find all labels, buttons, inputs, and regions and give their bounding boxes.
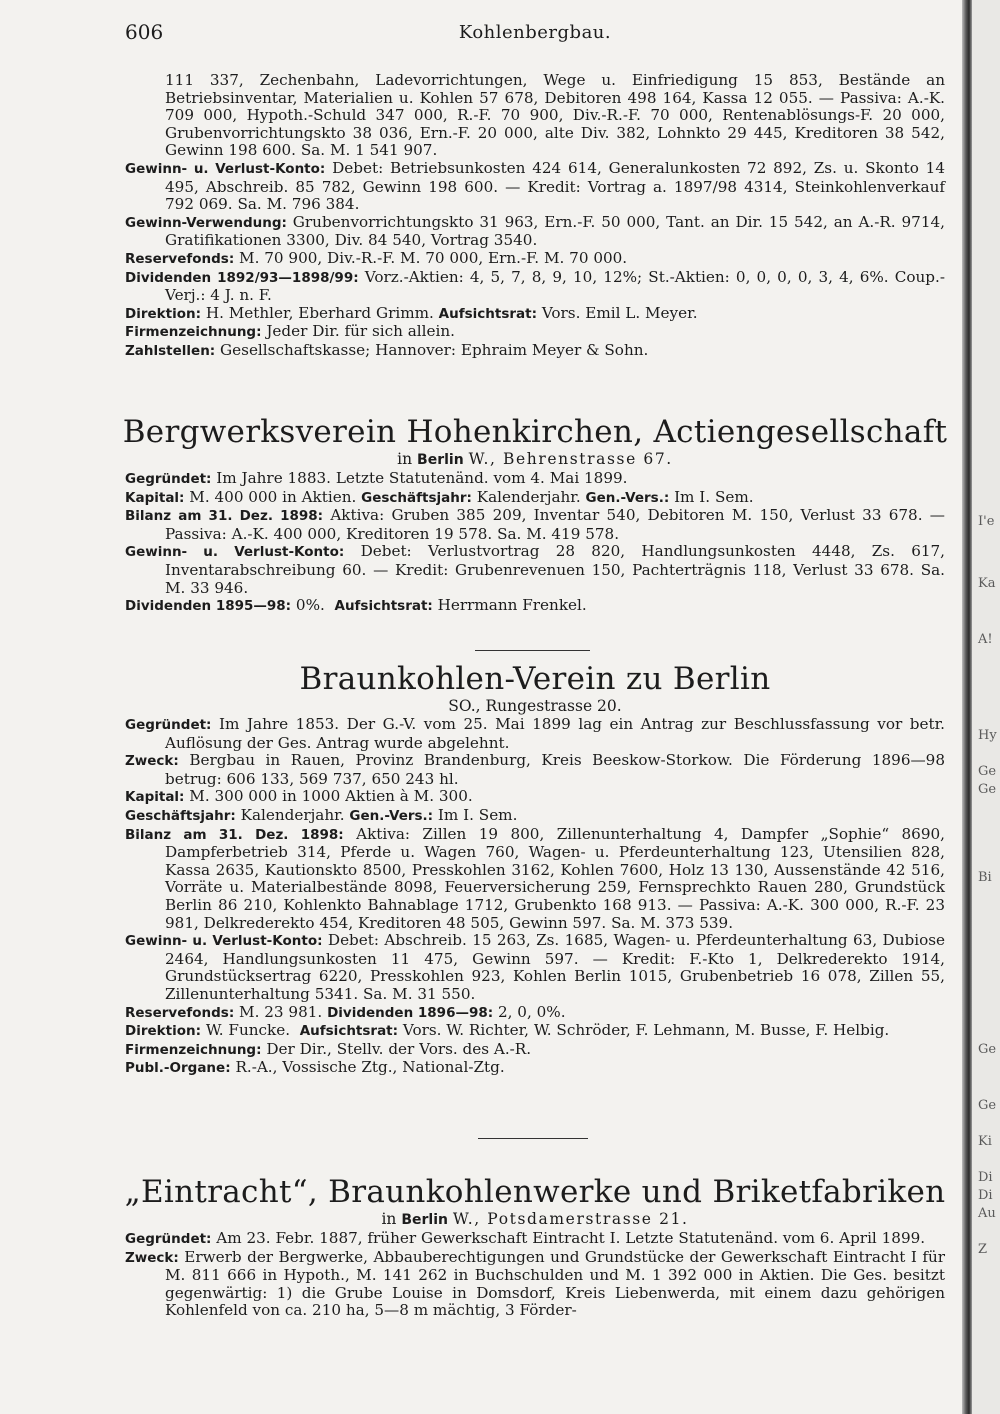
margin-fragment: Ge [978, 782, 997, 797]
field-label: Gewinn- u. Verlust-Konto: [125, 160, 326, 177]
field-label: Direktion: [125, 305, 201, 322]
dividends [125, 269, 945, 305]
field-value: Debet: Abschreib. 15 263, Zs. 1685, Wagen- u. Pferdeunterhaltung 63, Dubiose 2464, Handlungsunkosten 11 475, Gewinn 597. — Kredit: F.-Kto 1, Delkrederekto 1914, Grundstücksertrag 6220, Presskohlen 923, Kohlen Berlin 1015, Grubenbetrieb 16 078, Zillen 55, Zillenunterhaltung 5341. Sa. M. 31 550. [165, 931, 946, 1003]
field-value: Debet: Verlustvortrag 28 820, Handlungsunkosten 4448, Zs. 617, Inventarabschreibung 60. — Kredit: Grubenrevenuen 150, Pachterträgnis 118, Verlust 33 678. Sa. M. 33 946. [165, 542, 946, 597]
margin-fragment: Di [978, 1188, 993, 1203]
field-label: Reservefonds: [125, 1004, 235, 1021]
company-title: Bergwerksverein Hohenkirchen, Actiengesellschaft [122, 414, 948, 450]
company-address [120, 450, 950, 468]
margin-fragment: A! [978, 632, 993, 647]
company-details [125, 1230, 945, 1320]
management [125, 305, 945, 324]
field-value: Aktiva: Zillen 19 800, Zillenunterhaltung 4, Dampfer „Sophie“ 8690, Dampferbetrieb 314, Pferde u. Wagen 760, Wagen- u. Pferdeunterhaltung 123, Utensilien 828, Kassa 2635, Kautionskto 8500, Presskohlen 3162, Kohlen 7600, Holz 13 130, Aussenstände 42 516, Vorräte u. Materialbestände 8098, Feuerversicherung 259, Fernsprechkto Rauen 280, Grundstück Berlin 86 210, Kohlenkto Bahnablage 1712, Grubenkto 168 913. — Passiva: A.-K. 300 000, R.-F. 23 981, Delkrederekto 454, Kreditoren 48 505, Gewinn 597. Sa. M. 373 539. [165, 824, 945, 932]
field-value: Im Jahre 1883. Letzte Statutenänd. vom 4. Mai 1899. [216, 469, 628, 487]
field-value: M. 300 000 in 1000 Aktien à M. 300. [189, 787, 473, 806]
field-value: R.-A., Vossische Ztg., National-Ztg. [235, 1058, 505, 1077]
margin-fragment: Hy [978, 728, 997, 743]
field-value: Kalenderjahr. [476, 487, 581, 506]
page-number: 606 [125, 20, 164, 44]
field-label: Gen.-Vers.: [349, 807, 434, 824]
profit-loss-account [125, 543, 945, 597]
publication-organs [125, 1059, 945, 1078]
company-title: „Eintracht“, Braunkohlenwerke und Briketfabriken [124, 1174, 946, 1210]
field-label: Zweck: [125, 753, 179, 770]
field-value: M. 23 981. [239, 1002, 323, 1021]
address-street: W., Potsdamerstrasse 21. [452, 1210, 689, 1228]
field-value: Der Dir., Stellv. der Vors. des A.-R. [266, 1039, 532, 1058]
reserve-funds [125, 1004, 945, 1023]
company-title: Braunkohlen-Verein zu Berlin [299, 661, 771, 697]
field-label: Reservefonds: [125, 250, 235, 267]
section-divider [475, 650, 590, 651]
management [125, 1022, 945, 1041]
address-city: Berlin [417, 452, 464, 468]
field-label: Gegründet: [125, 717, 212, 733]
margin-fragment: I'e [978, 514, 995, 529]
field-label: Kapital: [125, 489, 185, 506]
field-label: Geschäftsjahr: [361, 489, 472, 506]
paying-agents [125, 342, 945, 361]
founded [125, 1230, 945, 1249]
field-label: Gegründet: [125, 1231, 212, 1247]
reserve-funds [125, 250, 945, 269]
field-value: Im Jahre 1853. Der G.-V. vom 25. Mai 1899 lag ein Antrag zur Beschlussfassung vor betr. Auflösung der Ges. Antrag wurde abgelehnt. [165, 715, 946, 752]
address-city: Berlin [401, 1212, 448, 1228]
profit-loss-account [125, 932, 945, 1003]
margin-fragment: Z [978, 1242, 988, 1257]
field-label: Direktion: [125, 1023, 201, 1040]
field-value: Grubenvorrichtungskto 31 963, Ern.-F. 50 000, Tant. an Dir. 15 542, an A.-R. 9714, Gratifikationen 3300, Div. 84 540, Vortrag 3540. [165, 212, 945, 250]
book-spine [962, 0, 972, 1414]
field-label: Bilanz am 31. Dez. 1898: [125, 826, 344, 843]
field-label: Kapital: [125, 789, 185, 806]
field-value: M. 400 000 in Aktien. [189, 487, 357, 506]
field-label: Gewinn- u. Verlust-Konto: [125, 933, 323, 950]
founded [125, 470, 945, 489]
field-label: Dividenden 1892/93—1898/99: [125, 269, 359, 286]
margin-fragment: Ge [978, 1098, 997, 1113]
address-prefix: in [381, 1210, 397, 1228]
dividends [125, 597, 945, 616]
field-label: Dividenden 1896—98: [327, 1004, 494, 1021]
field-label: Dividenden 1895—98: [125, 598, 292, 615]
company-details [125, 470, 945, 616]
margin-fragment: Au [978, 1206, 996, 1221]
company-details [125, 716, 945, 1078]
running-head: Kohlenbergbau. [458, 22, 612, 43]
signature-rule [125, 1041, 945, 1060]
field-value: 2, 0, 0%. [497, 1002, 566, 1021]
field-value: Debet: Betriebsunkosten 424 614, Generalunkosten 72 892, Zs. u. Skonto 14 495, Abschreib. 85 782, Gewinn 198 600. — Kredit: Vortrag a. 1897/98 4314, Steinkohlenverkauf 792 069. Sa. M. 796 384. [165, 158, 946, 214]
field-label: Firmenzeichnung: [125, 1041, 262, 1058]
margin-fragment: Ge [978, 764, 997, 779]
field-label: Gegründet: [125, 471, 212, 487]
signature-rule [125, 323, 945, 342]
field-value: W. Funcke. [205, 1021, 291, 1040]
field-value: 0%. [295, 596, 325, 615]
field-label: Gewinn-Verwendung: [125, 214, 287, 231]
field-label: Bilanz am 31. Dez. 1898: [125, 508, 324, 525]
field-value: Vorz.-Aktien: 4, 5, 7, 8, 9, 10, 12%; St.-Aktien: 0, 0, 0, 0, 3, 4, 6%. Coup.-Verj.: 4 J. n. F. [165, 267, 945, 305]
field-label: Gewinn- u. Verlust-Konto: [125, 544, 345, 561]
section-divider [478, 1138, 588, 1139]
company-address: SO., Rungestrasse 20. [448, 697, 622, 715]
capital [125, 489, 945, 508]
field-label: Aufsichtsrat: [334, 598, 433, 615]
field-value: Erwerb der Bergwerke, Abbauberechtigungen und Grundstücke der Gewerkschaft Eintracht I für M. 811 666 in Hypoth., M. 141 262 in Buchschulden und M. 1 392 000 in Aktien. Die Ges. besitzt gegenwärtig: 1) die Grube Louise in Domsdorf, Kreis Liebenwerda, mit einem dazu gehörigen Kohlenfeld von ca. 210 ha, 5—8 m mächtig, 3 Förder- [165, 1247, 946, 1320]
purpose [125, 1249, 945, 1320]
margin-fragment: Ge [978, 1042, 997, 1057]
field-value: Jeder Dir. für sich allein. [266, 322, 455, 341]
field-value: Im I. Sem. [437, 805, 518, 824]
margin-fragment: Di [978, 1170, 993, 1185]
address-prefix: in [397, 450, 413, 468]
field-label: Zweck: [125, 1249, 179, 1266]
field-label: Geschäftsjahr: [125, 807, 236, 824]
field-value: Herrmann Frenkel. [437, 596, 587, 615]
field-label: Gen.-Vers.: [585, 489, 670, 506]
field-value: Vors. W. Richter, W. Schröder, F. Lehmann, M. Busse, F. Helbig. [402, 1021, 890, 1040]
company-address [120, 1210, 950, 1228]
field-value: Bergbau in Rauen, Provinz Brandenburg, Kreis Beeskow-Storkow. Die Förderung 1896—98 betrug: 606 133, 569 737, 650 243 hl. [165, 751, 945, 788]
balance-continuation: 111 337, Zechenbahn, Ladevorrichtungen, Wege u. Einfriedigung 15 853, Bestände an Betriebsinventar, Materialien u. Kohlen 57 678, Debitoren 498 164, Kassa 12 055. — Passiva: A.-K. 709 000, Hypoth.-Schuld 347 000, R.-F. 70 900, Div.-R.-F. 70 000, Rentenablösungs-F. 20 000, Grubenvorrichtungskto 38 036, Ern.-F. 20 000, alte Div. 382, Lohnkto 29 445, Kreditoren 38 542, Gewinn 198 600. Sa. M. 1 541 907. [165, 71, 945, 160]
margin-fragment: Ki [978, 1134, 992, 1149]
capital [125, 788, 945, 807]
field-value: H. Methler, Eberhard Grimm. [205, 303, 434, 322]
field-value: Kalenderjahr. [240, 805, 345, 824]
field-value: Gesellschaftskasse; Hannover: Ephraim Meyer & Sohn. [220, 340, 649, 359]
profit-allocation [125, 214, 945, 250]
field-label: Firmenzeichnung: [125, 324, 262, 341]
page-header [125, 20, 945, 50]
founded [125, 716, 945, 752]
balance-sheet [125, 826, 945, 933]
field-value: M. 70 900, Div.-R.-F. M. 70 000, Ern.-F. M. 70 000. [239, 248, 628, 267]
address-street: W., Behrenstrasse 67. [468, 450, 673, 468]
field-label: Zahlstellen: [125, 342, 216, 359]
field-value: Vors. Emil L. Meyer. [541, 303, 698, 322]
margin-fragment: Ka [978, 576, 996, 591]
field-value: Am 23. Febr. 1887, früher Gewerkschaft Eintracht I. Letzte Statutenänd. vom 6. April 1899. [216, 1229, 926, 1247]
field-label: Aufsichtsrat: [299, 1023, 399, 1040]
profit-loss-account [125, 160, 945, 214]
balance-sheet [125, 507, 945, 543]
entry-continued [125, 72, 945, 361]
field-value: Aktiva: Gruben 385 209, Inventar 540, Debitoren M. 150, Verlust 33 678. — Passiva: A.-K. 400 000, Kreditoren 19 578. Sa. M. 419 578. [165, 506, 945, 543]
fiscal-year [125, 807, 945, 826]
field-value: Im I. Sem. [674, 487, 754, 506]
margin-fragment: Bi [978, 870, 992, 885]
field-label: Publ.-Organe: [125, 1060, 231, 1077]
purpose [125, 752, 945, 788]
field-label: Aufsichtsrat: [438, 305, 537, 322]
